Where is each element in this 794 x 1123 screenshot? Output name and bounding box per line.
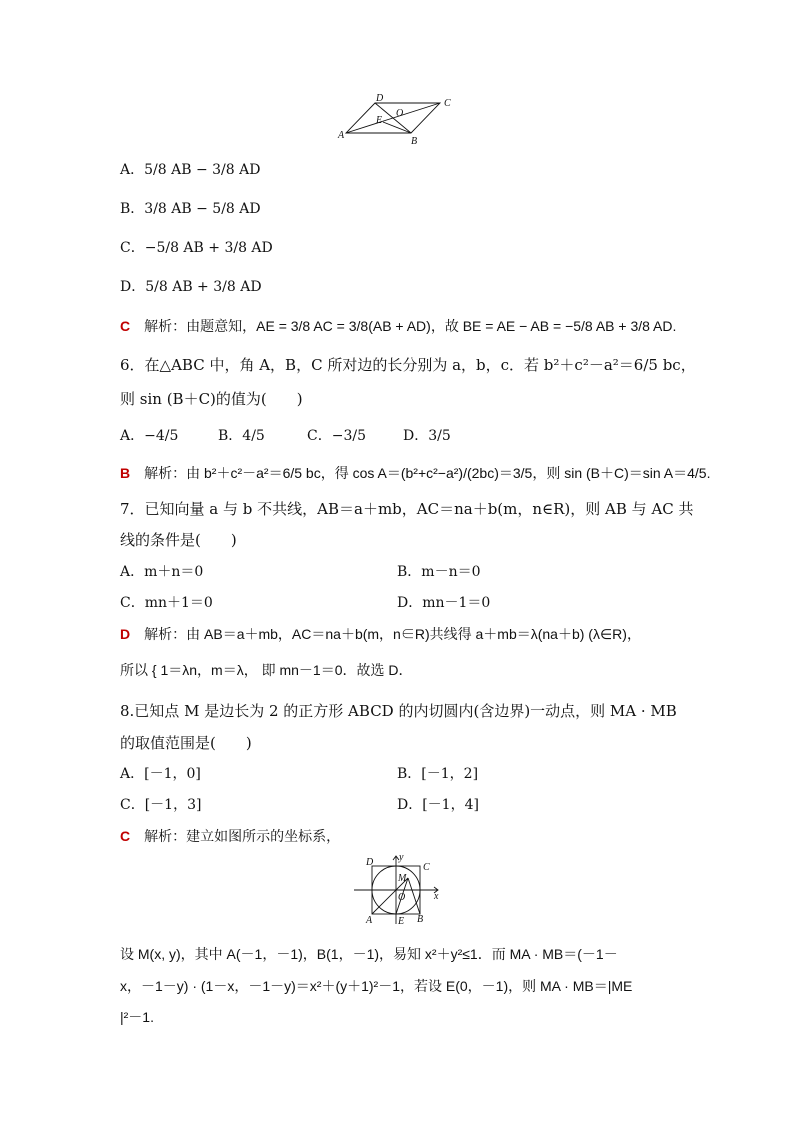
figure2-label-x: x	[434, 891, 439, 902]
q6-stem-line2: 则 sin (B＋C)的值为( )	[120, 390, 303, 408]
q6-solution-line	[120, 463, 710, 484]
figure2-label-D: D	[366, 857, 374, 868]
figure2-label-M: M	[398, 873, 407, 884]
q5-option-b: B．3/8 AB − 5/8 AD	[120, 201, 261, 217]
q5-option-a: A．5/8 AB − 3/8 AD	[120, 162, 261, 178]
figure2-label-E: E	[398, 916, 405, 927]
coordinate-figure	[350, 850, 446, 930]
q7-stem-line1: 7．已知向量 a 与 b 不共线，AB＝a＋mb，AC＝na＋b(m，n∈R)，则 AB 与 AC 共	[120, 500, 694, 518]
figure1-label-C: C	[444, 98, 451, 109]
figure2-label-A: A	[366, 915, 373, 926]
q6-answer: B	[120, 465, 131, 481]
q8-option-d: D．[－1，4]	[397, 797, 479, 813]
q7-option-d: D．mn－1＝0	[397, 595, 491, 611]
q6-solution: 解析：由 b²＋c²－a²＝6/5 bc，得 cos A＝(b²+c²−a²)/(2bc)＝3/5，则 sin (B＋C)＝sin A＝4/5.	[144, 465, 711, 481]
q5-solution: 解析：由题意知，AE = 3/8 AC = 3/8(AB + AD)，故 BE = AE − AB = −5/8 AB + 3/8 AD.	[144, 318, 677, 334]
parallelogram-figure	[336, 92, 466, 148]
q7-stem-line2: 线的条件是( )	[120, 531, 237, 549]
q6-option-d: D．3/5	[403, 428, 451, 444]
q5-option-c: C．−5/8 AB + 3/8 AD	[120, 240, 273, 256]
q7-solution-line1	[120, 624, 641, 645]
q7-option-b: B．m－n＝0	[397, 564, 481, 580]
q8-solution-1: 解析：建立如图所示的坐标系，	[144, 828, 341, 844]
figure1-label-E: E	[376, 115, 383, 126]
q8-stem-line2: 的取值范围是( )	[120, 734, 252, 752]
q7-option-a: A．m＋n＝0	[120, 564, 204, 580]
figure1-label-O: O	[396, 108, 404, 119]
q8-option-a: A．[－1，0]	[120, 766, 201, 782]
q5-option-d: D．5/8 AB + 3/8 AD	[120, 279, 262, 295]
q6-option-a: A．−4/5	[120, 428, 179, 444]
q8-solution-line3: x，－1－y) · (1－x，－1－y)＝x²＋(y＋1)²－1，若设 E(0，－1)，则 MA · MB＝|ME	[120, 978, 633, 994]
figure2-label-B: B	[417, 914, 424, 925]
q5-solution-line	[120, 316, 676, 337]
q8-solution-line4: |²－1.	[120, 1009, 154, 1025]
q8-option-c: C．[－1，3]	[120, 797, 202, 813]
figure1-label-A: A	[338, 130, 345, 141]
q7-answer: D	[120, 626, 131, 642]
q7-solution-line2: 所以 { 1＝λn，m＝λ， 即 mn－1＝0．故选 D．	[120, 662, 413, 678]
q6-option-c: C．−3/5	[307, 428, 366, 444]
q8-solution-line1	[120, 826, 340, 847]
q7-solution-1: 解析：由 AB＝a＋mb，AC＝na＋b(m，n∈R)共线得 a＋mb＝λ(na＋b) (λ∈R)，	[144, 626, 641, 642]
q8-solution-line2: 设 M(x, y)，其中 A(－1，－1)，B(1，－1)，易知 x²＋y²≤1．而 MA · MB＝(－1－	[120, 946, 618, 962]
figure2-label-C: C	[423, 862, 430, 873]
q8-answer: C	[120, 828, 131, 844]
q6-option-b: B．4/5	[218, 428, 265, 444]
q6-stem-line1: 6．在△ABC 中，角 A，B，C 所对边的长分别为 a，b，c．若 b²＋c²－a²＝6/5 bc，	[120, 356, 696, 374]
q5-answer: C	[120, 318, 131, 334]
q8-option-b: B．[－1，2]	[397, 766, 479, 782]
figure2-label-y: y	[399, 852, 404, 863]
q7-option-c: C．mn＋1＝0	[120, 595, 213, 611]
figure2-label-O: O	[398, 892, 406, 903]
q8-stem-line1: 8.已知点 M 是边长为 2 的正方形 ABCD 的内切圆内(含边界)一动点，则 MA · MB	[120, 702, 677, 720]
figure1-label-D: D	[376, 93, 384, 104]
figure1-label-B: B	[411, 136, 418, 147]
